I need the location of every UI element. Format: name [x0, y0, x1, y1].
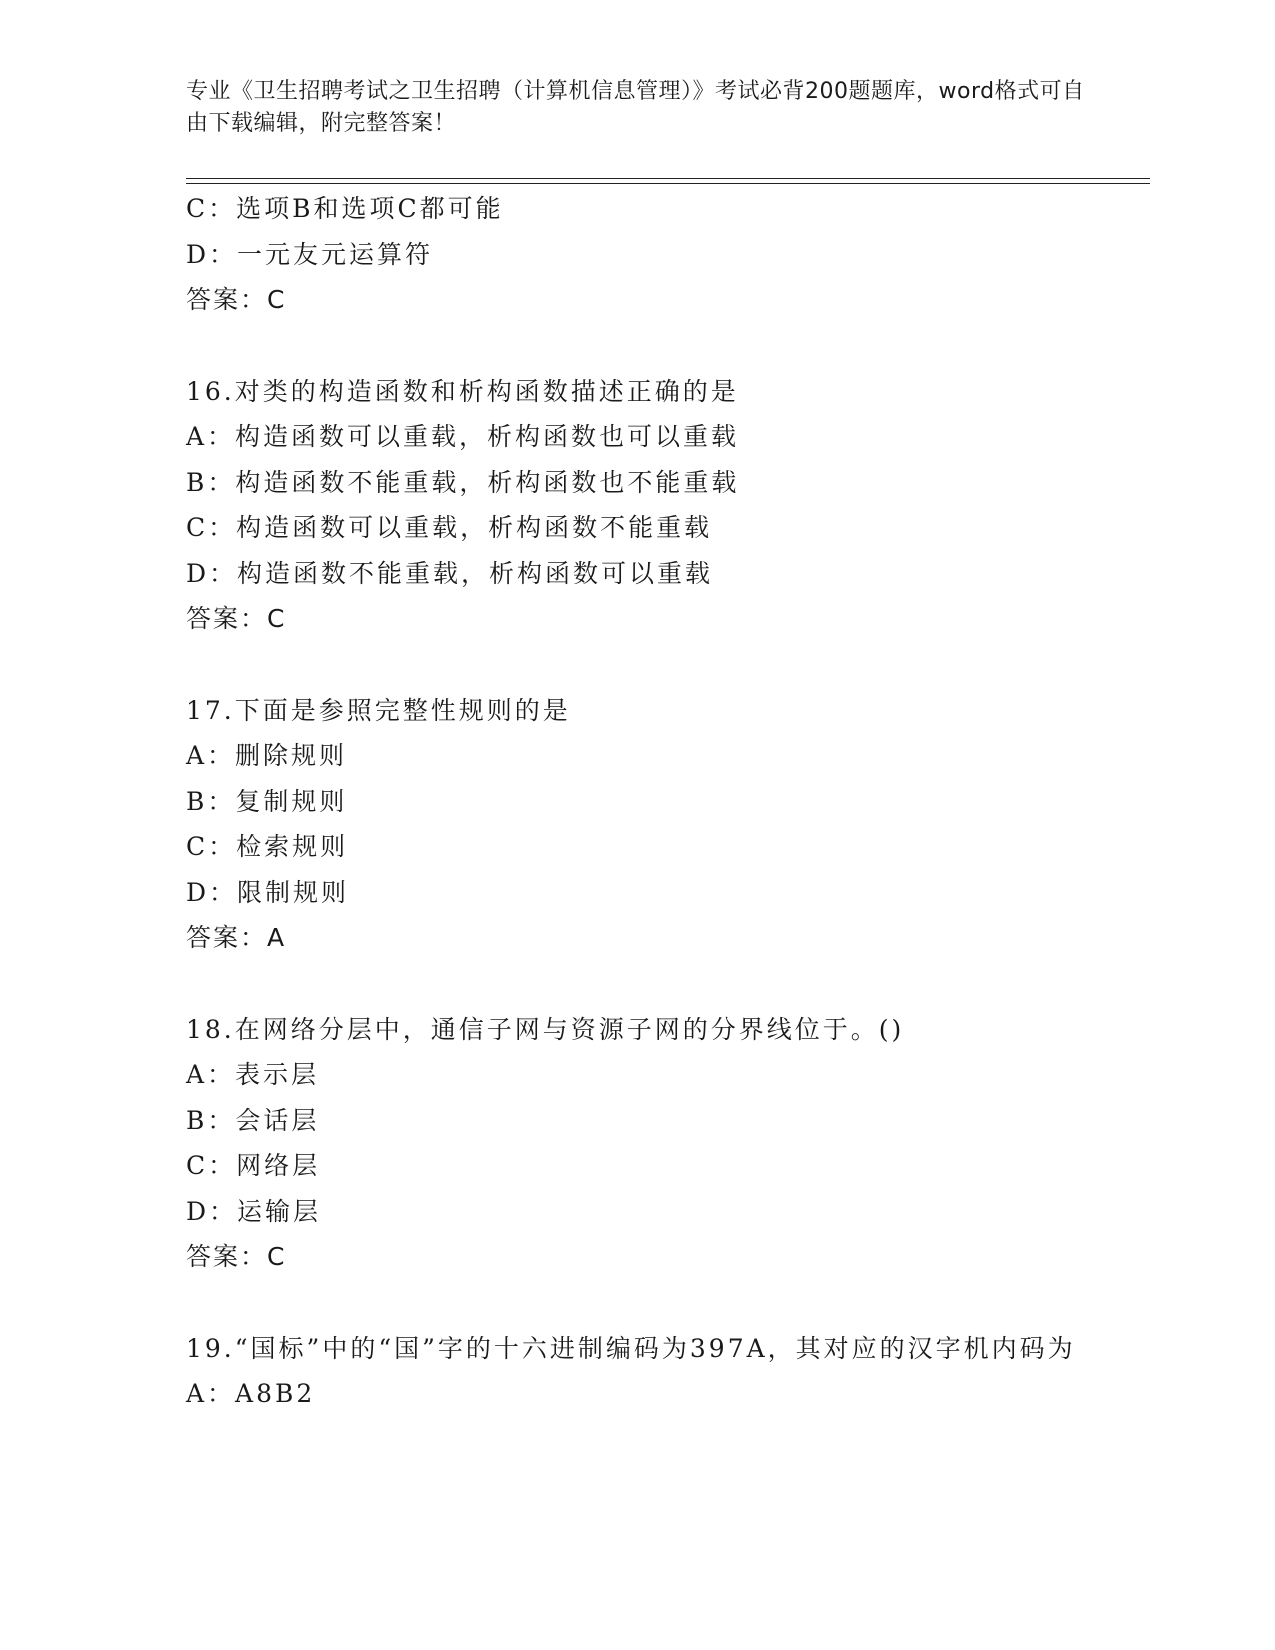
- spacer: [186, 323, 1126, 369]
- q16-option-a: A：构造函数可以重载，析构函数也可以重载: [186, 422, 740, 451]
- q17-option-c: C：检索规则: [186, 832, 349, 861]
- q15-option-c: C：选项B和选项C都可能: [186, 194, 504, 223]
- q18-option-b: B：会话层: [186, 1105, 320, 1135]
- q17-question: 17.下面是参照完整性规则的是: [186, 695, 571, 725]
- q15-answer: 答案：C: [186, 285, 287, 314]
- spacer: [186, 961, 1126, 1007]
- q18-option-c: C：网络层: [186, 1151, 321, 1180]
- q19-option-a: A：A8B2: [186, 1379, 316, 1408]
- q16-option-d: D：构造函数不能重载，析构函数可以重载: [186, 558, 714, 588]
- q16-option-c: C：构造函数可以重载，析构函数不能重载: [186, 513, 713, 542]
- q17-option-b: B：复制规则: [186, 786, 348, 816]
- q17-answer: 答案：A: [186, 923, 287, 952]
- header-divider-bottom: [186, 183, 1150, 184]
- q17-option-a: A：删除规则: [186, 741, 348, 770]
- spacer: [186, 1280, 1126, 1326]
- q18-option-a: A：表示层: [186, 1060, 320, 1089]
- q16-question: 16.对类的构造函数和析构函数描述正确的是: [186, 376, 739, 406]
- q16-answer: 答案：C: [186, 604, 287, 633]
- document-header: 专业《卫生招聘考试之卫生招聘（计算机信息管理）》考试必背200题题库，word格式可自由下载编辑，附完整答案！: [186, 79, 1085, 136]
- spacer: [186, 642, 1126, 688]
- question-list: [186, 186, 1126, 1417]
- header-divider-top: [186, 178, 1150, 179]
- q18-option-d: D：运输层: [186, 1196, 322, 1226]
- q16-option-b: B：构造函数不能重载，析构函数也不能重载: [186, 467, 740, 497]
- q15-option-d: D：一元友元运算符: [186, 239, 434, 269]
- q18-question: 18.在网络分层中，通信子网与资源子网的分界线位于。(): [186, 1014, 905, 1044]
- q18-answer: 答案：C: [186, 1242, 287, 1271]
- q17-option-d: D：限制规则: [186, 877, 350, 907]
- q19-question: 19.“国标”中的“国”字的十六进制编码为397A，其对应的汉字机内码为: [186, 1333, 1076, 1363]
